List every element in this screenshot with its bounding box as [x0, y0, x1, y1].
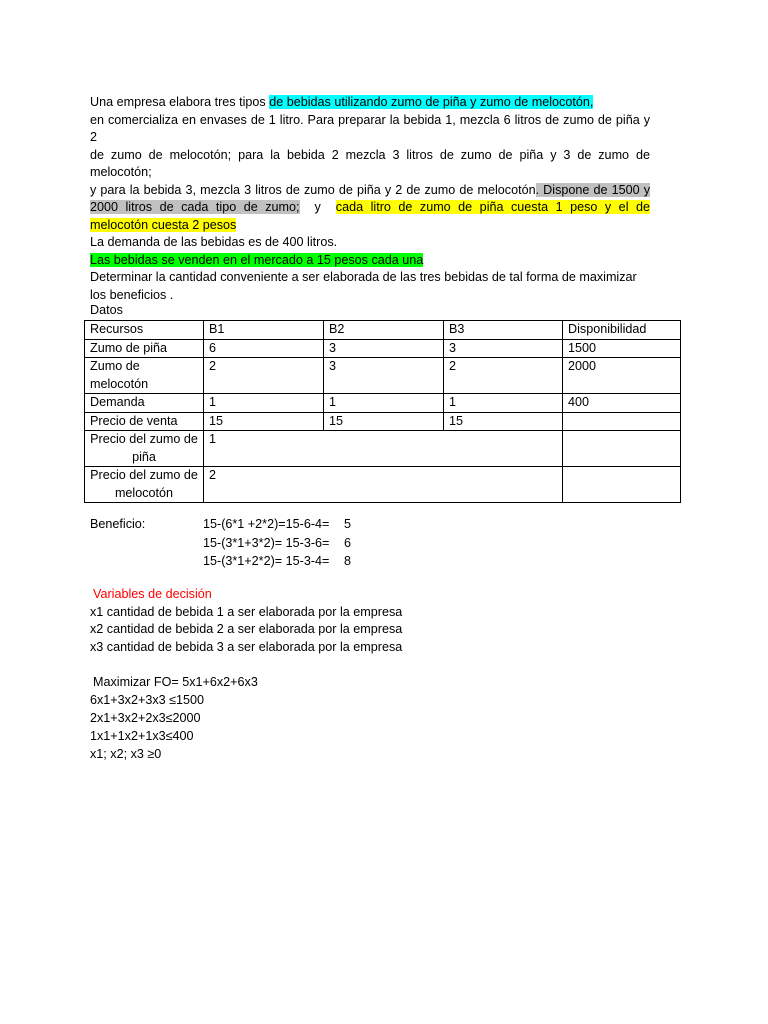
objective-function: Maximizar FO= 5x1+6x2+6x3	[93, 675, 258, 689]
intro-line-6	[90, 217, 650, 235]
table-row	[85, 358, 681, 394]
table-cell: Precio de venta	[85, 412, 204, 431]
constraint: 2x1+3x2+2x3≤2000	[90, 711, 201, 725]
constraint: 6x1+3x2+3x3 ≤1500	[90, 693, 205, 707]
table-header-cell: Disponibilidad	[563, 321, 681, 340]
table-cell: 1	[444, 394, 563, 413]
table-cell: Zumo de melocotón	[85, 358, 204, 394]
intro-text: y	[299, 200, 336, 214]
table-header-cell: B3	[444, 321, 563, 340]
beneficio-value: 8	[344, 554, 352, 568]
decision-variables	[90, 586, 402, 656]
constraint: x1; x2; x3 ≥0	[90, 747, 162, 761]
table-cell: 3	[444, 339, 563, 358]
intro-line-2: en comercializa en envases de 1 litro. Para preparar la bebida 1, mezcla 6 litros de zumo de piña y 2	[90, 112, 650, 144]
beneficio-rows	[203, 515, 503, 571]
beneficio-value: 6	[344, 535, 352, 550]
variable-item: x3 cantidad de bebida 3 a ser elaborada por la empresa	[90, 639, 403, 654]
highlight-cyan: de bebidas utilizando zumo de piña y zumo de melocotón,	[269, 95, 594, 109]
beneficio-expression: 15-(3*1+2*2)= 15-3-4=	[203, 554, 330, 568]
highlight-green: Las bebidas se venden en el mercado a 15 pesos cada una	[90, 252, 424, 267]
variable-item: x2 cantidad de bebida 2 a ser elaborada por la empresa	[90, 622, 403, 636]
constraint: 1x1+1x2+1x3≤400	[90, 729, 194, 743]
highlight-gray: 2000 litros de cada tipo de zumo;	[90, 200, 300, 214]
intro-line-9: Determinar la cantidad conveniente a ser elaborada de las tres bebidas de tal forma de maximizar	[90, 270, 637, 284]
table-cell	[563, 412, 681, 431]
beneficio-row	[203, 515, 503, 534]
beneficio-expression: 15-(6*1 +2*2)=15-6-4=	[203, 517, 330, 531]
intro-line-1	[90, 94, 650, 112]
intro-line-8	[90, 252, 650, 270]
table-cell: Precio del zumo de piña	[85, 431, 204, 467]
highlight-gray: . Dispone de 1500 y	[535, 182, 650, 197]
table-cell: 3	[324, 339, 444, 358]
table-header-cell: B2	[324, 321, 444, 340]
table-cell: 1	[204, 431, 563, 467]
table-cell: 2000	[563, 358, 681, 394]
table-row	[85, 412, 681, 431]
table-cell: 1	[204, 394, 324, 413]
table-row	[85, 339, 681, 358]
highlight-yellow: cada litro de zumo de piña cuesta 1 peso y el de	[335, 200, 650, 214]
datos-label: Datos	[90, 303, 123, 317]
table-cell: 6	[204, 339, 324, 358]
table-cell: Zumo de piña	[85, 339, 204, 358]
table-header-cell: Recursos	[85, 321, 204, 340]
table-cell: 1	[324, 394, 444, 413]
intro-line-10: los beneficios .	[90, 287, 174, 302]
table-header-row	[85, 321, 681, 340]
variables-title: Variables de decisión	[93, 587, 212, 601]
intro-line-3: de zumo de melocotón; para la bebida 2 mezcla 3 litros de zumo de piña y 3 de zumo de melocotón;	[90, 147, 650, 179]
highlight-yellow: melocotón cuesta 2 pesos	[90, 217, 237, 232]
table-cell: 15	[444, 412, 563, 431]
resources-table	[84, 320, 681, 503]
table-cell: Demanda	[85, 394, 204, 413]
problem-statement	[90, 94, 650, 304]
table-cell: 15	[324, 412, 444, 431]
lp-model	[90, 673, 258, 763]
table-row	[85, 431, 681, 467]
table-cell	[563, 467, 681, 503]
variable-item: x1 cantidad de bebida 1 a ser elaborada por la empresa	[90, 604, 403, 619]
table-cell: 2	[444, 358, 563, 394]
beneficio-row	[203, 552, 503, 571]
intro-line-5	[90, 199, 650, 217]
table-header-cell: B1	[204, 321, 324, 340]
table-cell: Precio del zumo de melocotón	[85, 467, 204, 503]
table-cell: 2	[204, 358, 324, 394]
table-cell: 1500	[563, 339, 681, 358]
intro-text: Una empresa elabora tres tipos	[90, 95, 270, 109]
intro-line-4	[90, 182, 650, 200]
table-cell: 400	[563, 394, 681, 413]
beneficio-expression: 15-(3*1+3*2)= 15-3-6=	[203, 535, 330, 550]
table-cell	[563, 431, 681, 467]
table-row	[85, 467, 681, 503]
beneficio-row	[203, 534, 503, 553]
table-row	[85, 394, 681, 413]
beneficio-label: Beneficio:	[90, 517, 146, 531]
beneficio-value: 5	[344, 517, 352, 531]
table-cell: 3	[324, 358, 444, 394]
table-cell: 2	[204, 467, 563, 503]
intro-text: y para la bebida 3, mezcla 3 litros de zumo de piña y 2 de zumo de melocotón	[90, 182, 536, 197]
intro-line-7: La demanda de las bebidas es de 400 litros.	[90, 235, 338, 249]
table-cell: 15	[204, 412, 324, 431]
